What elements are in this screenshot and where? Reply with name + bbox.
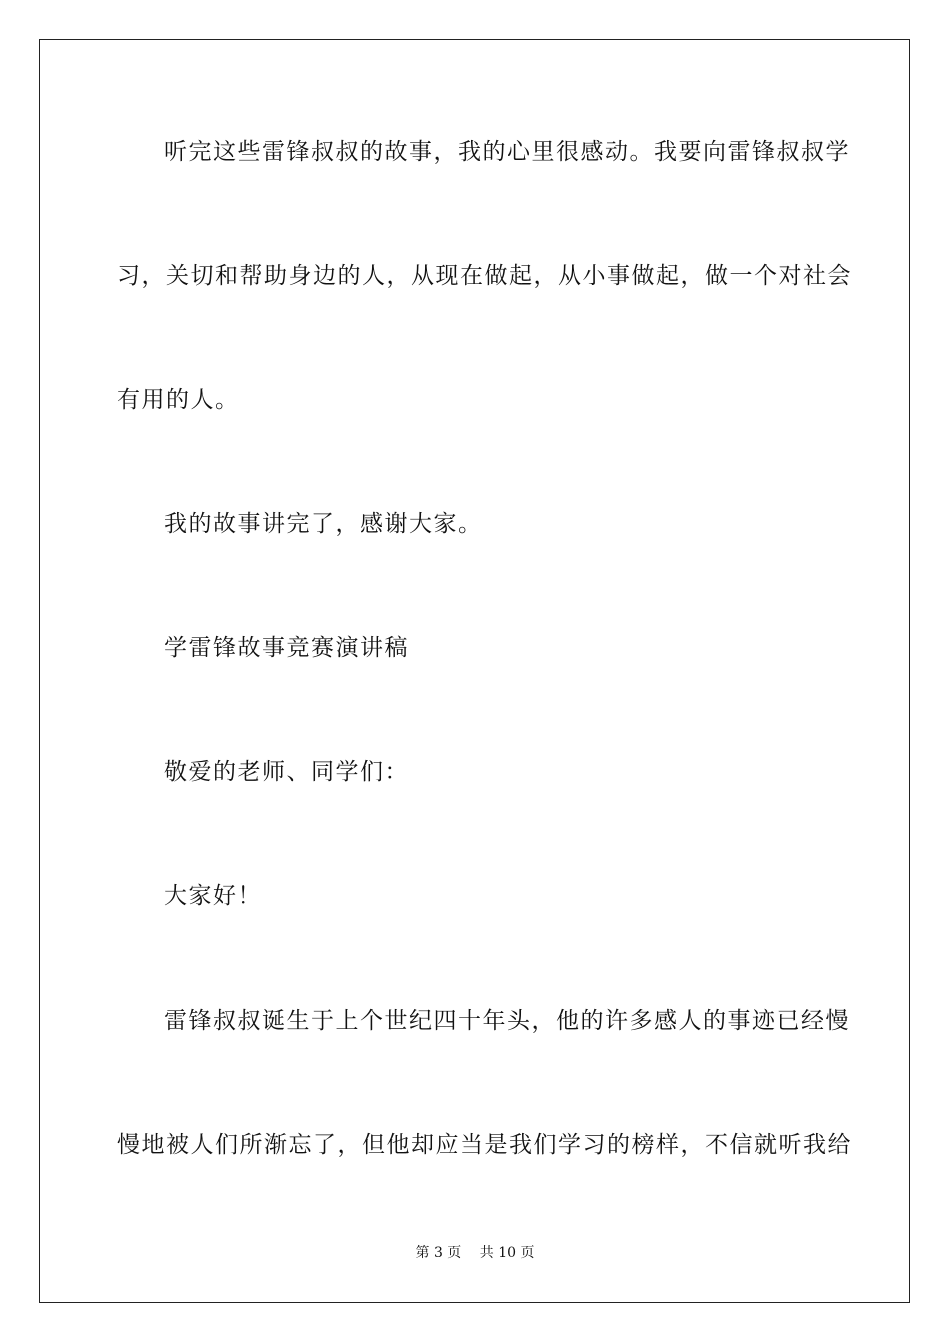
paragraph-line-1: 听完这些雷锋叔叔的故事，我的心里很感动。我要向雷锋叔叔学 xyxy=(164,139,850,165)
paragraph-line-4: 我的故事讲完了，感谢大家。 xyxy=(164,511,483,537)
page-number-footer: 第 3 页 共 10 页 xyxy=(415,1245,535,1261)
paragraph-line-2: 习，关切和帮助身边的人，从现在做起，从小事做起，做一个对社会 xyxy=(117,263,852,289)
paragraph-line-3: 有用的人。 xyxy=(117,387,240,413)
page-border xyxy=(39,39,910,1303)
greeting-salutation: 敬爱的老师、同学们： xyxy=(164,759,409,785)
paragraph-line-9: 慢地被人们所渐忘了，但他却应当是我们学习的榜样，不信就听我给 xyxy=(117,1132,852,1158)
greeting-hello: 大家好！ xyxy=(164,883,262,909)
paragraph-line-8: 雷锋叔叔诞生于上个世纪四十年头，他的许多感人的事迹已经慢 xyxy=(164,1008,850,1034)
speech-title: 学雷锋故事竞赛演讲稿 xyxy=(164,635,409,661)
